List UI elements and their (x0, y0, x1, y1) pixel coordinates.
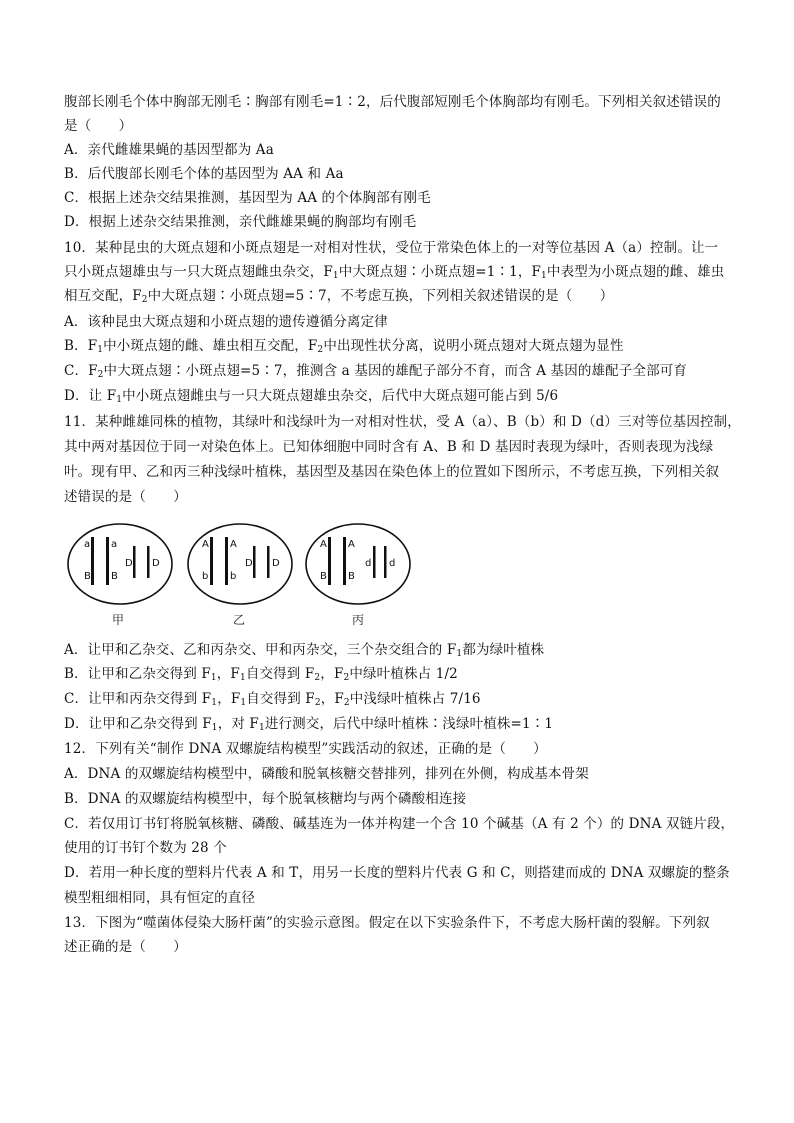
option-line: B．DNA 的双螺旋结构模型中，每个脱氧核糖均与两个磷酸相连接 (64, 791, 467, 807)
question-13-line: 13．下图为“噬菌体侵染大肠杆菌”的实验示意图。假定在以下实验条件下，不考虑大肠杆菌的裂解。下列叙 (64, 915, 710, 931)
option-line: A．让甲和乙杂交、乙和丙杂交、甲和丙杂交，三个杂交组合的 $F_1$都为绿叶植株 (64, 642, 545, 659)
question-10-line: 相互交配，$F_2$中大斑点翅∶小斑点翅=5∶7，不考虑互换，下列相关叙述错误的是（ ） (64, 288, 614, 305)
option-line: 模型粗细相同，具有恒定的直径 (64, 890, 256, 906)
option-line: D．根据上述杂交结果推测，亲代雌雄果蝇的胸部均有刚毛 (64, 214, 417, 230)
allele-label: A (320, 539, 327, 550)
option-line: D．让 $F_1$中小斑点翅雌虫与一只大斑点翅雄虫杂交，后代中大斑点翅可能占到 5/6 (64, 388, 559, 405)
chromosome-figure (62, 519, 420, 635)
option-line: B．让甲和乙杂交得到 $F_1$，$F_1$自交得到 $F_2$，$F_2$中绿叶植株占 1/2 (64, 666, 458, 683)
allele-label: D (272, 558, 280, 569)
figure-caption: 丙 (352, 613, 365, 627)
allele-label: B (348, 571, 355, 582)
allele-label: A (202, 539, 209, 550)
option-line: A．亲代雌雄果蝇的基因型都为 Aa (64, 142, 274, 158)
allele-label: D (125, 558, 133, 569)
text-line: 是（ ） (64, 118, 133, 134)
allele-label: a (111, 539, 118, 550)
allele-label: B (320, 571, 327, 582)
allele-label: B (111, 571, 118, 582)
allele-label: A (230, 539, 237, 550)
option-line: A．DNA 的双螺旋结构模型中，磷酸和脱氧核糖交替排列，排列在外侧，构成基本骨架 (64, 766, 589, 782)
question-13-line: 述正确的是（ ） (64, 939, 187, 955)
text-line: 腹部长刚毛个体中胸部无刚毛∶胸部有刚毛=1∶2，后代腹部短刚毛个体胸部均有刚毛。下列相关叙述错误的 (64, 94, 721, 110)
question-11-line: 述错误的是（ ） (64, 489, 187, 505)
option-line: B．$F_1$中小斑点翅的雌、雄虫相互交配，$F_2$中出现性状分离，说明小斑点翅对大斑点翅为显性 (64, 338, 624, 355)
allele-label: a (84, 539, 91, 550)
figure-caption: 甲 (112, 613, 125, 627)
allele-label: D (245, 558, 253, 569)
figure-caption: 乙 (233, 613, 246, 627)
question-11-line: 11．某种雌雄同株的植物，其绿叶和浅绿叶为一对相对性状，受 A（a）、B（b）和 D（d）三对等位基因控制， (64, 414, 741, 430)
allele-label: A (348, 539, 355, 550)
question-12-line: 12．下列有关“制作 DNA 双螺旋结构模型”实践活动的叙述，正确的是（ ） (64, 741, 547, 757)
option-line: C．若仅用订书钉将脱氧核糖、磷酸、碱基连为一体并构建一个含 10 个碱基（A 有 2 个）的 DNA 双链片段， (64, 816, 735, 832)
option-line: A．该种昆虫大斑点翅和小斑点翅的遗传遵循分离定律 (64, 314, 388, 330)
cell-yi (188, 524, 292, 604)
allele-label: D (152, 558, 160, 569)
allele-label: b (230, 571, 237, 582)
question-11-line: 其中两对基因位于同一对染色体上。已知体细胞中同时含有 A、B 和 D 基因时表现为绿叶，否则表现为浅绿 (64, 439, 714, 455)
allele-label: d (389, 558, 396, 569)
option-line: 使用的订书钉个数为 28 个 (64, 840, 227, 856)
cell-jia (68, 524, 172, 604)
allele-label: d (365, 558, 372, 569)
option-line: D．若用一种长度的塑料片代表 A 和 T，用另一长度的塑料片代表 G 和 C，则搭建而成的 DNA 双螺旋的整条 (64, 865, 730, 881)
option-line: B．后代腹部长刚毛个体的基因型为 AA 和 Aa (64, 166, 344, 182)
allele-label: B (84, 571, 91, 582)
allele-label: b (202, 571, 209, 582)
question-10-line: 只小斑点翅雄虫与一只大斑点翅雌虫杂交，$F_1$中大斑点翅∶小斑点翅=1∶1，$F_1$中表型为小斑点翅的雌、雄虫 (64, 264, 725, 281)
option-line: C．让甲和丙杂交得到 $F_1$，$F_1$自交得到 $F_2$，$F_2$中浅绿叶植株占 7/16 (64, 691, 481, 708)
option-line: D．让甲和乙杂交得到 $F_1$，对 $F_1$进行测交，后代中绿叶植株∶浅绿叶植株=1∶1 (64, 716, 554, 733)
option-line: C．根据上述杂交结果推测，基因型为 AA 的个体胸部有刚毛 (64, 190, 431, 206)
question-11-line: 叶。现有甲、乙和丙三种浅绿叶植株，基因型及基因在染色体上的位置如下图所示，不考虑互换，下列相关叙 (64, 464, 720, 480)
cell-bing (306, 524, 410, 604)
option-line: C．$F_2$中大斑点翅∶小斑点翅=5∶7，推测含 a 基因的雄配子部分不育，而含 A 基因的雄配子全部可育 (64, 363, 688, 380)
question-10-line: 10．某种昆虫的大斑点翅和小斑点翅是一对相对性状，受位于常染色体上的一对等位基因 A（a）控制。让一 (64, 240, 719, 256)
